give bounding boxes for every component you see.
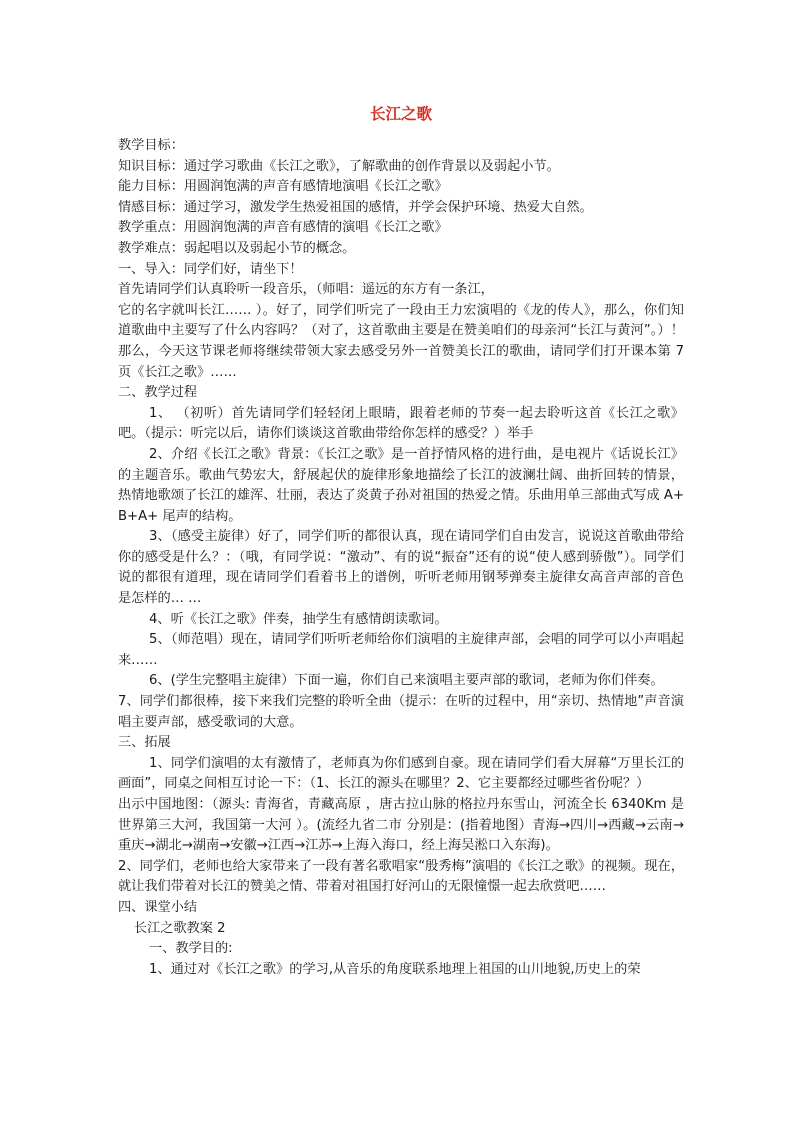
paragraph: 情感目标：通过学习，激发学生热爱祖国的感情，并学会保护环境、热爱大自然。 [118,199,593,215]
paragraph: 教学目标： [118,138,184,153]
paragraph: 三、拓展 [118,735,171,751]
document-page [118,102,684,980]
paragraph: 1、 （初听）首先请同学们轻轻闭上眼睛，跟着老师的节奏一起去聆听这首《长江之歌》吧。（提示：听完以后，请你们谈谈这首歌曲带给你怎样的感受？）举手 [118,405,684,442]
paragraph: 6、(学生完整唱主旋律）下面一遍，你们自己来演唱主要声部的歌词，老师为你们伴奏。 [149,673,664,689]
paragraph: 长江之歌教案 2 [133,920,226,936]
paragraph: 1、同学们演唱的太有激情了，老师真为你们感到自豪。现在请同学们看大屏幕“万里长江的画面”，同桌之间相互讨论一下：（1、长江的源头在哪里？2、它主要都经过哪些省份呢？） [118,755,684,792]
paragraph: 3、（感受主旋律）好了，同学们听的都很认真，现在请同学们自由发言，说说这首歌曲带给你的感受是什么？：（哦，有同学说：“激动”、有的说“振奋”还有的说“使人感到骄傲”）。同学们说的都很有道理，现在请同学们看着书上的谱例，听听老师用钢琴弹奏主旋律女高音声部的音色是怎样的… … [118,529,684,607]
paragraph: 教学重点：用圆润饱满的声音有感情的演唱《长江之歌》 [118,220,448,236]
document-title: 长江之歌 [369,104,432,123]
paragraph: 它的名字就叫长江…… ）。好了，同学们听完了一段由王力宏演唱的《龙的传人》，那么，你们知道歌曲中主要写了什么内容吗？（对了，这首歌曲主要是在赞美咱们的母亲河“长江与黄河”。）！那么，今天这节课老师将继续带领大家去感受另外一首赞美长江的歌曲，请同学们打开课本第 7 页《长江之歌》…… [118,302,684,380]
paragraph: 一、教学目的: [149,941,233,957]
paragraph: 二、教学过程 [118,385,198,401]
paragraph: 首先请同学们认真聆听一段音乐，（师唱：遥远的东方有一条江， [118,282,494,298]
paragraph: 教学难点：弱起唱以及弱起小节的概念。 [118,240,356,256]
paragraph: 四、课堂小结 [118,899,198,915]
paragraph: 5、（师范唱）现在，请同学们听听老师给你们演唱的主旋律声部，会唱的同学可以小声唱起来…… [118,632,684,668]
paragraph: 出示中国地图：（源头: 青海省，青藏高原 ，唐古拉山脉的格拉丹东雪山，河流全长 6340Km 是世界第三大河，我国第一大河 ）。(流经九省二市 分别是：(指着地图）青海→四川→西藏→云南→重庆→湖北→湖南→安徽→江西→江苏→上海入海口，经上海吴淞口入东海)。 [118,797,684,854]
document-body [118,136,684,980]
paragraph: 1、通过对《长江之歌》的学习,从音乐的角度联系地理上祖国的山川地貌,历史上的荣 [149,961,641,977]
paragraph: 4、听《长江之歌》伴奏，抽学生有感情朗读歌词。 [149,611,448,627]
paragraph: 2、介绍《长江之歌》背景：《长江之歌》是一首抒情风格的进行曲，是电视片《话说长江》的主题音乐。歌曲气势宏大，舒展起伏的旋律形象地描绘了长江的波澜壮阔、曲折回转的情景，热情地歌颂了长江的雄浑、壮丽，表达了炎黄子孙对祖国的热爱之情。乐曲用单三部曲式写成 A+B+A+ 尾声的结构。 [118,446,684,524]
paragraph: 7、同学们都很棒，接下来我们完整的聆听全曲（提示：在听的过程中，用“亲切、热情地”声音演唱主要声部，感受歌词的大意。 [118,694,684,730]
paragraph: 知识目标：通过学习歌曲《长江之歌》，了解歌曲的创作背景以及弱起小节。 [118,158,560,174]
paragraph: 能力目标：用圆润饱满的声音有感情地演唱《长江之歌》 [118,179,448,195]
paragraph: 一、导入：同学们好，请坐下！ [118,261,303,277]
paragraph: 2、同学们，老师也给大家带来了一段有著名歌唱家“殷秀梅”演唱的《长江之歌》的视频。现在，就让我们带着对长江的赞美之情、带着对祖国打好河山的无限憧憬一起去欣赏吧…… [118,858,684,895]
